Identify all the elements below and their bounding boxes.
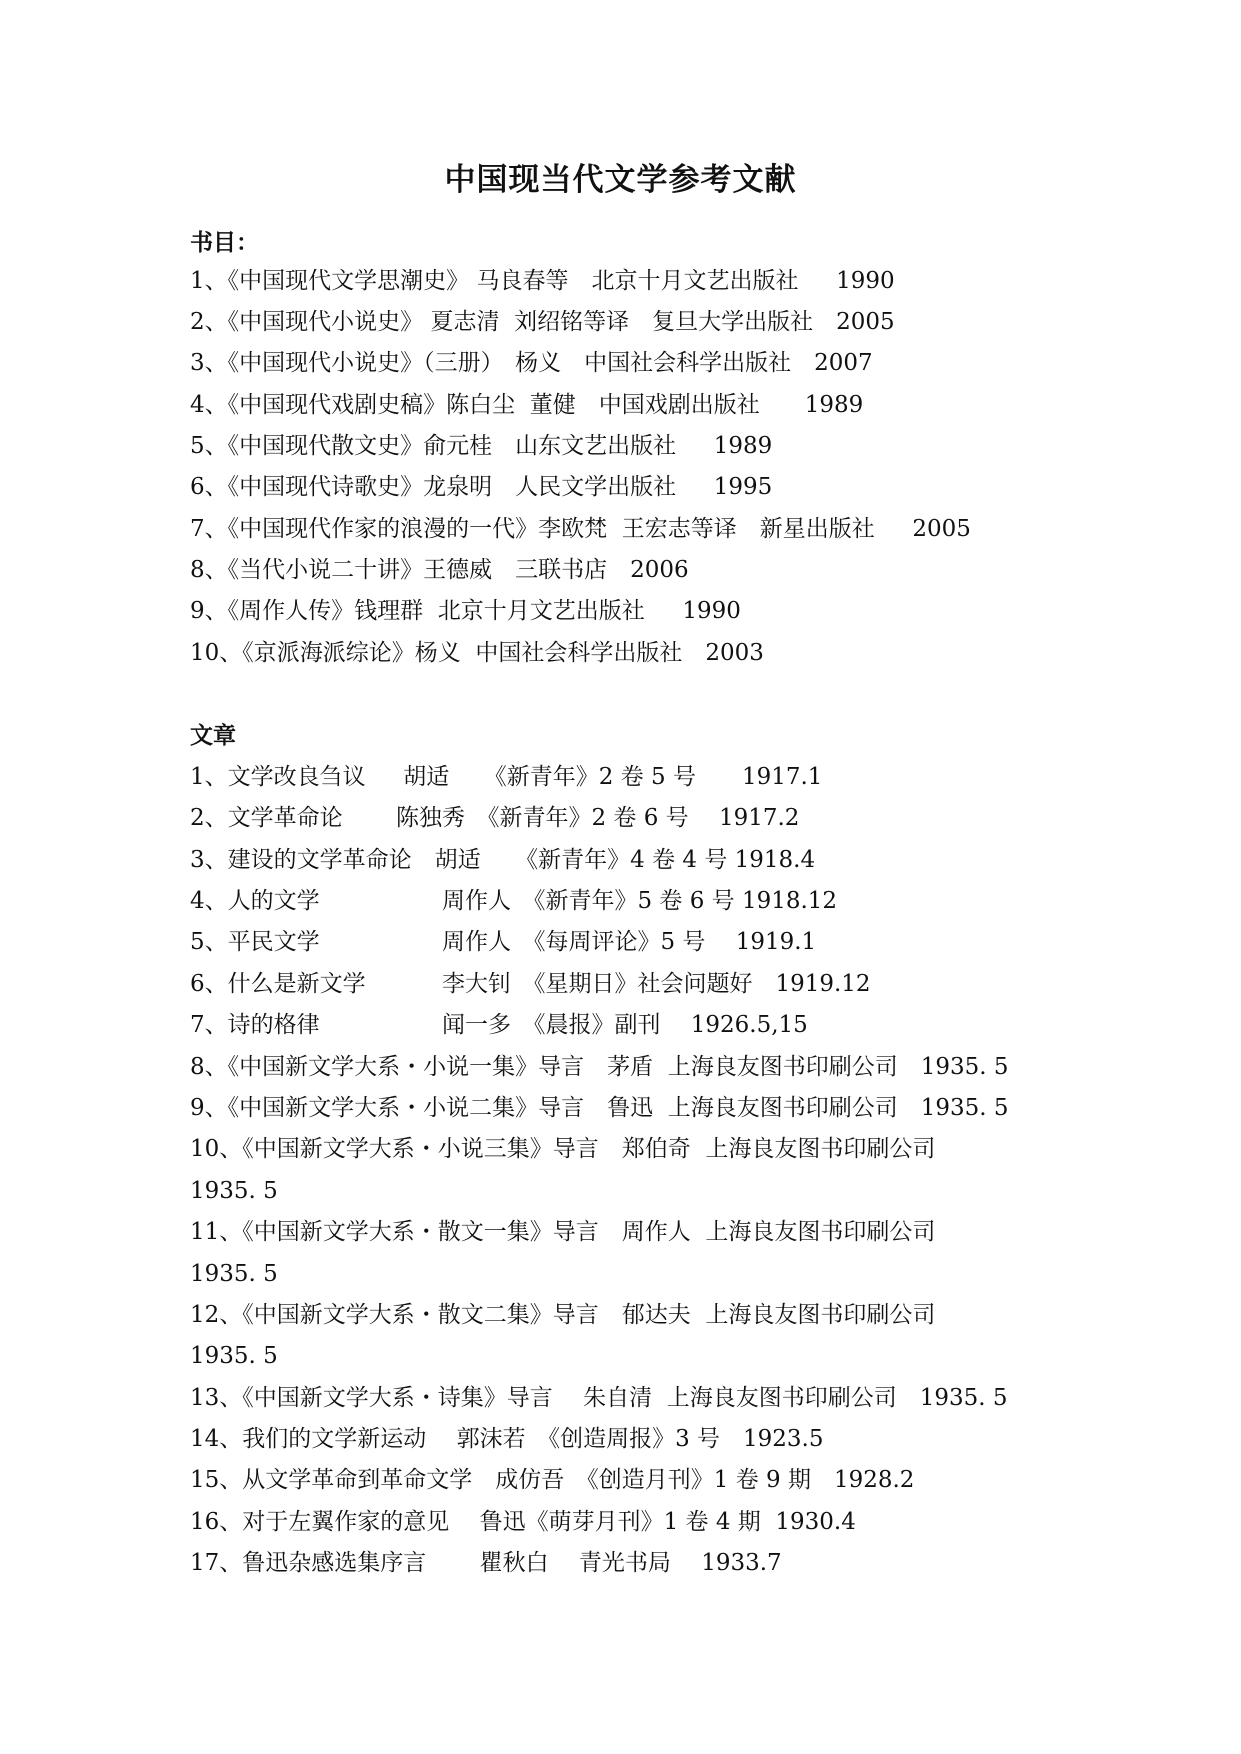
article-item: 15、从文学革命到革命文学 成仿吾 《创造月刊》1 卷 9 期 1928.2	[190, 1467, 915, 1493]
document-title: 中国现当代文学参考文献	[444, 162, 797, 198]
article-item-continuation: 1935. 5	[190, 1343, 278, 1369]
book-item: 6、《中国现代诗歌史》龙泉明 人民文学出版社 1995	[190, 474, 773, 500]
article-item: 11、《中国新文学大系・散文一集》导言 周作人 上海良友图书印刷公司	[190, 1219, 936, 1245]
article-item: 10、《中国新文学大系・小说三集》导言 郑伯奇 上海良友图书印刷公司	[190, 1136, 936, 1162]
book-item: 1、《中国现代文学思潮史》 马良春等 北京十月文艺出版社 1990	[190, 268, 895, 294]
book-item: 7、《中国现代作家的浪漫的一代》李欧梵 王宏志等译 新星出版社 2005	[190, 516, 971, 542]
article-item: 1、文学改良刍议 胡适 《新青年》2 卷 5 号 1917.1	[190, 764, 823, 790]
article-item: 13、《中国新文学大系・诗集》导言 朱自清 上海良友图书印刷公司 1935. 5	[190, 1385, 1008, 1411]
article-item: 8、《中国新文学大系・小说一集》导言 茅盾 上海良友图书印刷公司 1935. 5	[190, 1054, 1009, 1080]
books-heading: 书目：	[190, 230, 259, 256]
book-item: 8、《当代小说二十讲》王德威 三联书店 2006	[190, 557, 689, 583]
article-item: 6、什么是新文学 李大钊 《星期日》社会问题好 1919.12	[190, 971, 871, 997]
article-item-continuation: 1935. 5	[190, 1178, 278, 1204]
article-item: 3、建设的文学革命论 胡适 《新青年》4 卷 4 号 1918.4	[190, 847, 816, 873]
book-item: 10、《京派海派综论》杨义 中国社会科学出版社 2003	[190, 640, 764, 666]
book-item: 9、《周作人传》钱理群 北京十月文艺出版社 1990	[190, 598, 741, 624]
article-item: 17、鲁迅杂感选集序言 瞿秋白 青光书局 1933.7	[190, 1550, 782, 1576]
book-item: 2、《中国现代小说史》 夏志清 刘绍铭等译 复旦大学出版社 2005	[190, 309, 895, 335]
article-item: 9、《中国新文学大系・小说二集》导言 鲁迅 上海良友图书印刷公司 1935. 5	[190, 1095, 1009, 1121]
article-item: 16、对于左翼作家的意见 鲁迅《萌芽月刊》1 卷 4 期 1930.4	[190, 1509, 856, 1535]
article-item: 14、我们的文学新运动 郭沫若 《创造周报》3 号 1923.5	[190, 1426, 824, 1452]
book-item: 4、《中国现代戏剧史稿》陈白尘 董健 中国戏剧出版社 1989	[190, 392, 864, 418]
article-item: 12、《中国新文学大系・散文二集》导言 郁达夫 上海良友图书印刷公司	[190, 1302, 936, 1328]
article-item: 5、平民文学 周作人 《每周评论》5 号 1919.1	[190, 929, 817, 955]
articles-heading: 文章	[190, 723, 236, 749]
book-item: 5、《中国现代散文史》俞元桂 山东文艺出版社 1989	[190, 433, 773, 459]
article-item: 2、文学革命论 陈独秀 《新青年》2 卷 6 号 1917.2	[190, 805, 800, 831]
book-item: 3、《中国现代小说史》（三册） 杨义 中国社会科学出版社 2007	[190, 350, 873, 376]
article-item: 7、诗的格律 闻一多 《晨报》副刊 1926.5,15	[190, 1012, 808, 1038]
article-item: 4、人的文学 周作人 《新青年》5 卷 6 号 1918.12	[190, 888, 838, 914]
article-item-continuation: 1935. 5	[190, 1261, 278, 1287]
